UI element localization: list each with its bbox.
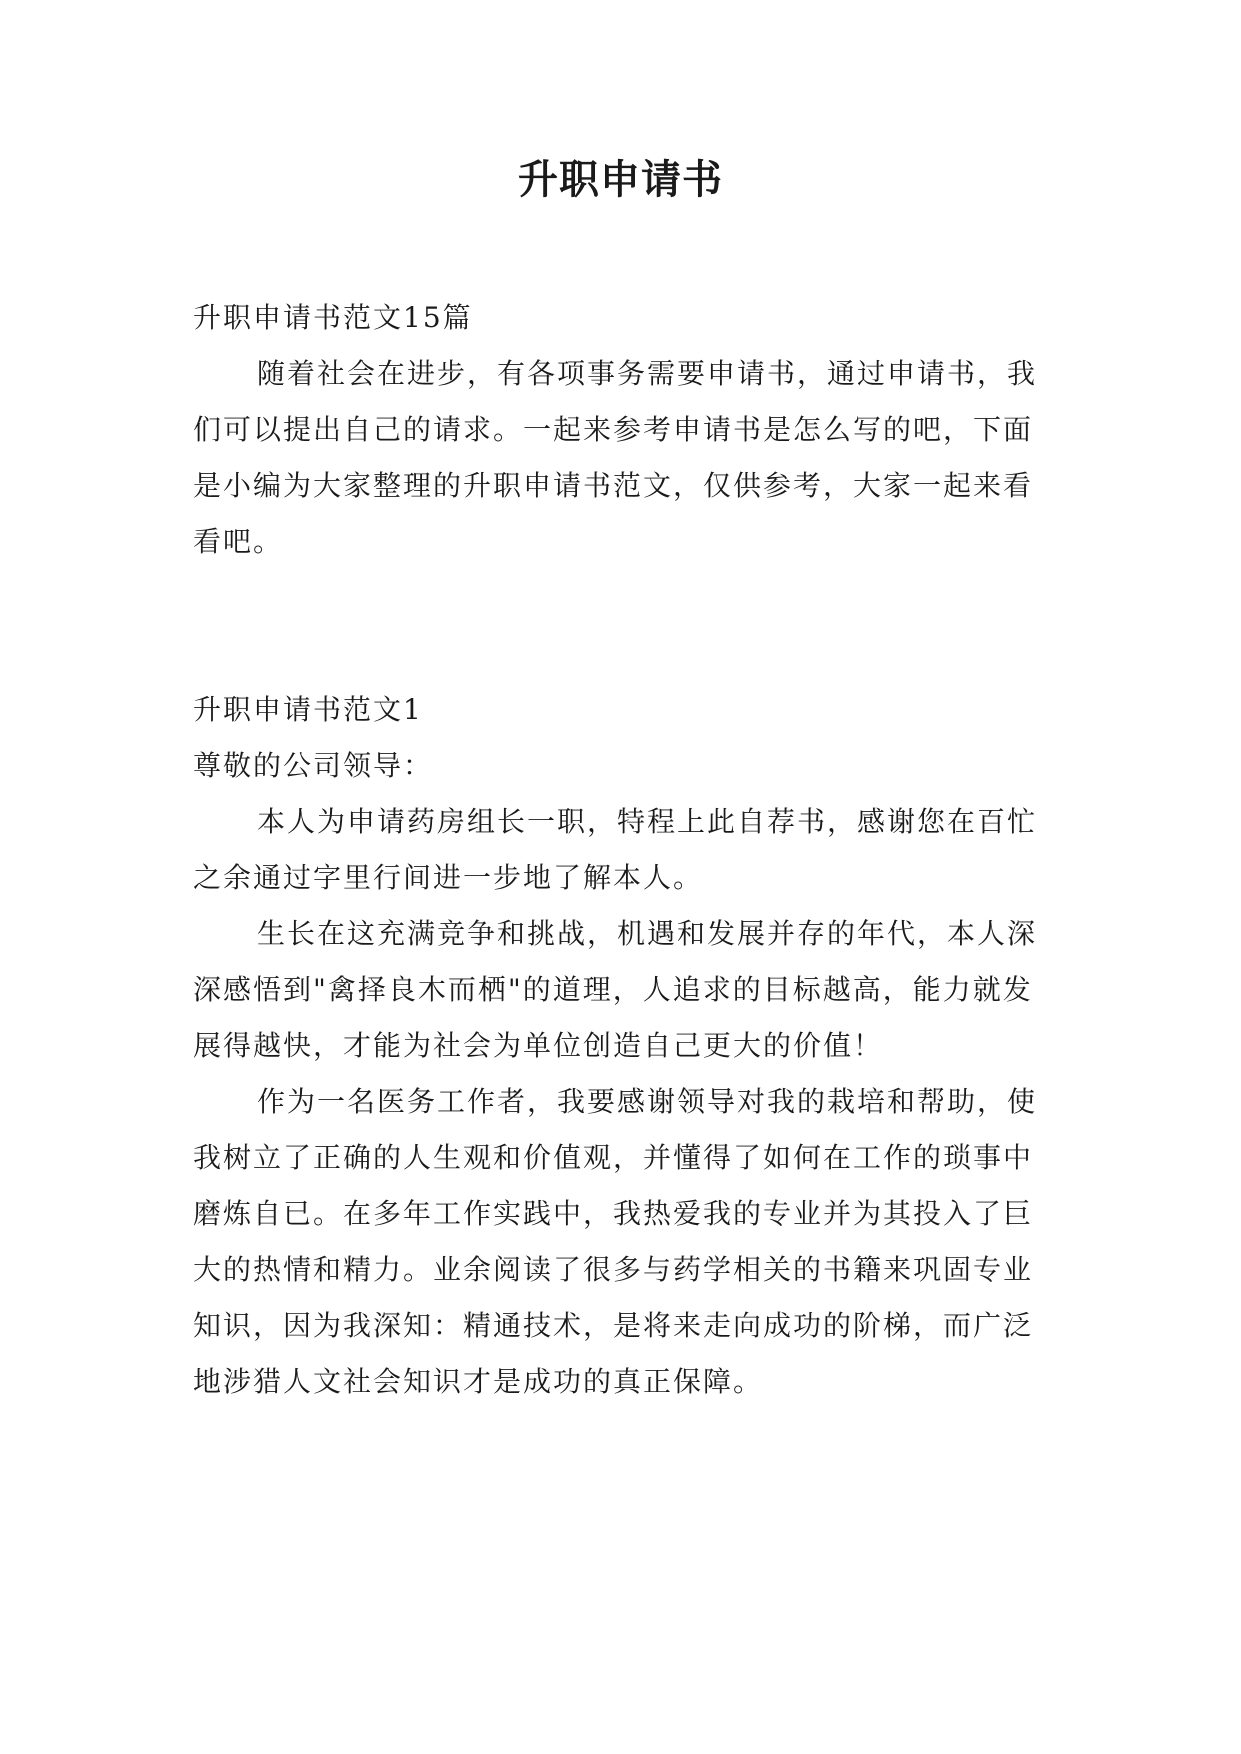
document-subtitle: 升职申请书范文15篇 [193, 301, 473, 334]
intro-paragraph: 随着社会在进步，有各项事务需要申请书，通过申请书，我们可以提出自己的请求。一起来参考申请书是怎么写的吧，下面是小编为大家整理的升职申请书范文，仅供参考，大家一起来看看吧。 [193, 357, 1038, 558]
section-spacer [193, 570, 1053, 682]
salutation: 尊敬的公司领导： [193, 749, 434, 782]
sample-heading: 升职申请书范文1 [193, 693, 423, 726]
body-paragraph: 生长在这充满竞争和挑战，机遇和发展并存的年代，本人深深感悟到"禽择良木而栖"的道理，人追求的目标越高，能力就发展得越快，才能为社会为单位创造自己更大的价值！ [193, 917, 1038, 1062]
body-paragraph: 作为一名医务工作者，我要感谢领导对我的栽培和帮助，使我树立了正确的人生观和价值观，并懂得了如何在工作的琐事中磨炼自已。在多年工作实践中，我热爱我的专业并为其投入了巨大的热情和精力。业余阅读了很多与药学相关的书籍来巩固专业知识，因为我深知：精通技术，是将来走向成功的阶梯，而广泛地涉猎人文社会知识才是成功的真正保障。 [193, 1085, 1038, 1398]
document-body [193, 290, 1053, 1410]
body-paragraph: 本人为申请药房组长一职，特程上此自荐书，感谢您在百忙之余通过字里行间进一步地了解本人。 [193, 805, 1038, 894]
document-title: 升职申请书 [518, 157, 723, 203]
